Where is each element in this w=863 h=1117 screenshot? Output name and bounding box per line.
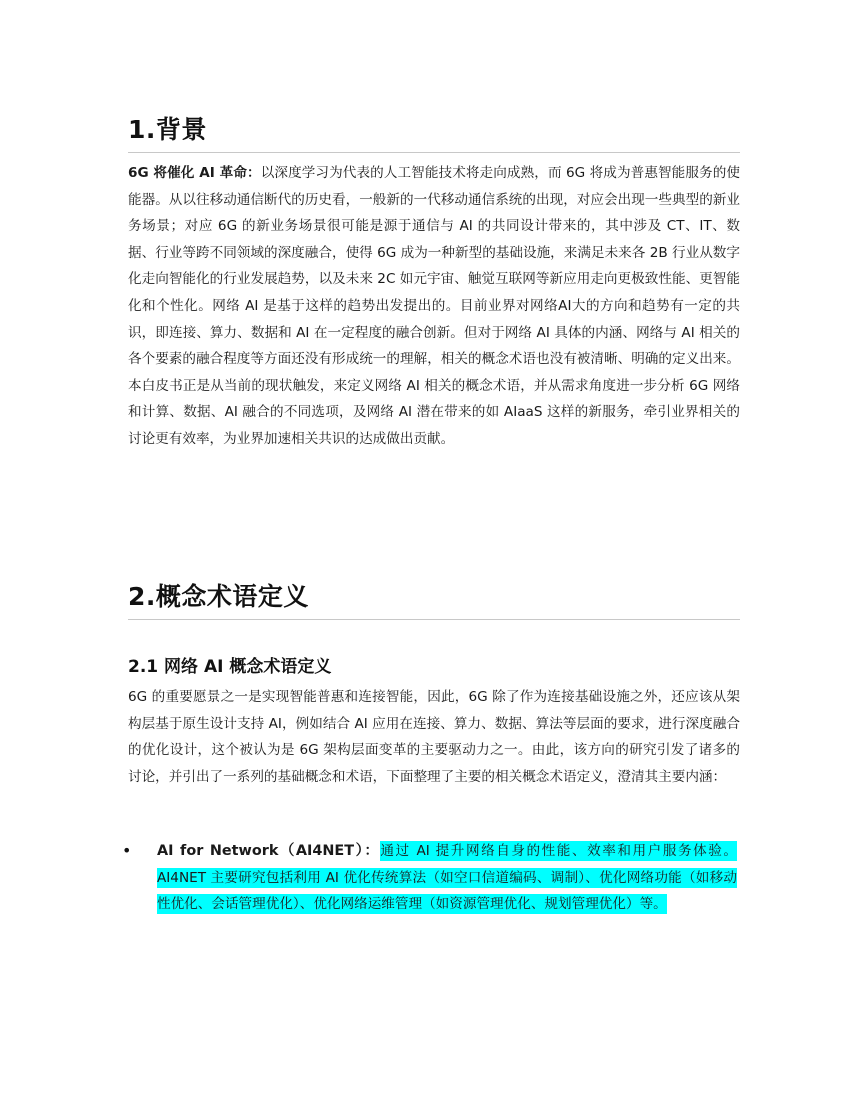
bullet-term: AI for Network（AI4NET）： xyxy=(157,843,381,859)
subsection-heading: 2.1 网络 AI 概念术语定义 xyxy=(128,657,332,677)
background-paragraph xyxy=(128,160,740,453)
section-heading-background: 1.背景 xyxy=(128,110,740,153)
paragraph-body: 以深度学习为代表的人工智能技术将走向成熟，而 6G 将成为普惠智能服务的使能器。从以往移动通信断代的历史看，一般新的一代移动通信系统的出现，对应会出现一些典型的新业务场景；对应 6G 的新业务场景很可能是源于通信与 AI 的共同设计带来的，其中涉及 CT、IT、数据、行业等跨不同领域的深度融合，使得 6G 成为一种新型的基础设施，来满足未来各 2B 行业从数字化走向智能化的行业发展趋势，以及未来 2C 如元宇宙、触觉互联网等新应用走向更极致性能、更智能化和个性化。网络 AI 是基于这样的趋势出发提出的。目前业界对网络AI大的方向和趋势有一定的共识，即连接、算力、数据和 AI 在一定程度的融合创新。但对于网络 AI 具体的内涵、网络与 AI 相关的各个要素的融合程度等方面还没有形成统一的理解，相关的概念术语也没有被清晰、明确的定义出来。本白皮书正是从当前的现状触发，来定义网络 AI 相关的概念术语，并从需求角度进一步分析 6G 网络和计算、数据、AI 融合的不同选项，及网络 AI 潜在带来的如 AIaaS 这样的新服务，牵引业界相关的讨论更有效率，为业界加速相关共识的达成做出贡献。 xyxy=(128,165,740,447)
highlighted-definition: 通过 AI 提升网络自身的性能、效率和用户服务体验。AI4NET 主要研究包括利用 AI 优化传统算法（如空口信道编码、调制）、优化网络功能（如移动性优化、会话管理优化）、优化网络运维管理（如资源管理优化、规划管理优化）等。 xyxy=(157,843,737,913)
paragraph-lead: 6G 将催化 AI 革命： xyxy=(128,165,261,181)
bullet-content xyxy=(157,838,737,918)
bullet-dot-icon: • xyxy=(122,841,132,860)
section-heading-terms: 2.概念术语定义 xyxy=(128,577,740,620)
terms-paragraph: 6G 的重要愿景之一是实现智能普惠和连接智能，因此，6G 除了作为连接基础设施之外，还应该从架构层基于原生设计支持 AI，例如结合 AI 应用在连接、算力、数据、算法等层面的要求，进行深度融合的优化设计，这个被认为是 6G 架构层面变革的主要驱动力之一。由此，该方向的研究引发了诸多的讨论，并引出了一系列的基础概念和术语，下面整理了主要的相关概念术语定义，澄清其主要内涵： xyxy=(128,689,740,785)
